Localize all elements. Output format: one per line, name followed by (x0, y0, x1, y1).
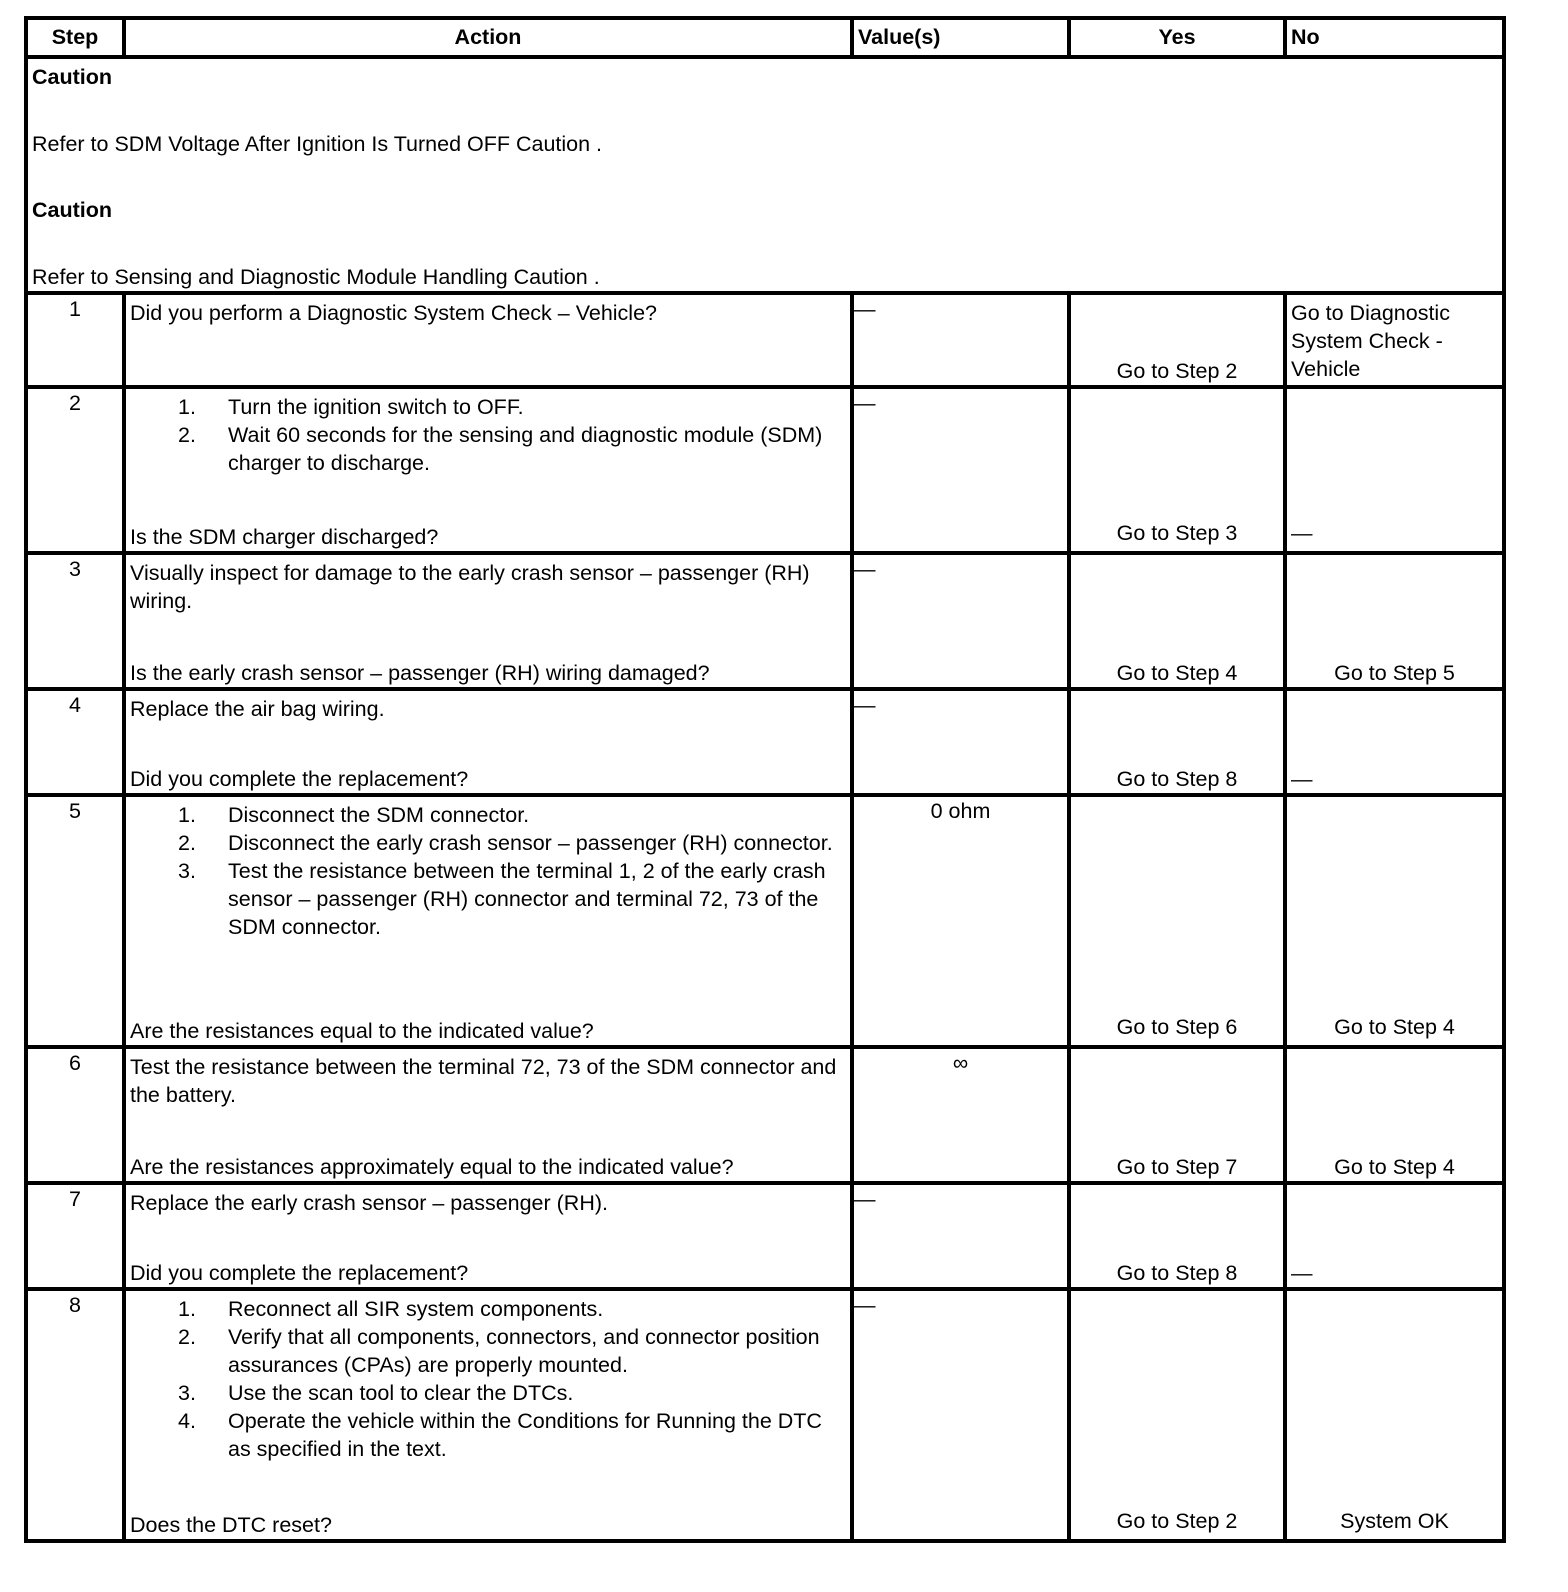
step-number: 7 (26, 1183, 124, 1289)
table-row (26, 795, 1504, 1047)
no-cell (1285, 293, 1504, 387)
list-item-number: 3. (178, 859, 196, 883)
list-item-text: Reconnect all SIR system components. (228, 1297, 604, 1321)
no-link: — (1291, 521, 1313, 545)
list-item-number: 1. (178, 803, 196, 827)
list-item-number: 2. (178, 423, 196, 447)
action-cell (124, 387, 852, 553)
no-link: — (1291, 767, 1313, 791)
action-text: Replace the early crash sensor – passenger (RH). (130, 1191, 608, 1215)
table-row (26, 553, 1504, 689)
action-content (126, 1185, 850, 1287)
yes-link: Go to Step 2 (1116, 359, 1238, 383)
yes-cell (1069, 387, 1285, 553)
list-item (130, 829, 846, 857)
list-item-text: Turn the ignition switch to OFF. (228, 395, 524, 419)
action-question: Are the resistances approximately equal to the indicated value? (130, 1155, 734, 1179)
action-content (126, 1049, 850, 1181)
yes-link: Go to Step 8 (1116, 1261, 1238, 1285)
yes-cell (1069, 1183, 1285, 1289)
table-row (26, 1289, 1504, 1541)
list-item-text: Wait 60 seconds for the sensing and diagnostic module (SDM) charger to discharge. (228, 423, 823, 475)
value-cell: — (852, 553, 1069, 689)
action-text: Visually inspect for damage to the early crash sensor – passenger (RH) wiring. (130, 561, 810, 613)
action-content (126, 295, 850, 385)
no-link: Go to Step 4 (1334, 1015, 1455, 1039)
list-item-text: Verify that all components, connectors, and connector position assurances (CPAs) are properly mounted. (228, 1325, 820, 1377)
caution-row (26, 57, 1504, 293)
value-cell: — (852, 689, 1069, 795)
no-link: Go to Step 4 (1334, 1155, 1455, 1179)
yes-cell (1069, 1289, 1285, 1541)
table-row (26, 1183, 1504, 1289)
value-cell: ∞ (852, 1047, 1069, 1183)
header-row (26, 18, 1504, 57)
list-item-text: Test the resistance between the terminal 1, 2 of the early crash sensor – passenger (RH) connector and terminal 72, 73 of the SDM connector. (228, 859, 826, 939)
action-question: Did you complete the replacement? (130, 767, 469, 791)
action-question: Does the DTC reset? (130, 1513, 332, 1537)
action-question: Is the early crash sensor – passenger (RH) wiring damaged? (130, 661, 710, 685)
action-list (130, 1295, 846, 1463)
caution-title: Caution (32, 198, 113, 222)
step-number: 6 (26, 1047, 124, 1183)
step-number: 4 (26, 689, 124, 795)
list-item-text: Disconnect the SDM connector. (228, 803, 530, 827)
header-values: Value(s) (852, 18, 1069, 57)
no-link: System OK (1340, 1509, 1449, 1533)
list-item (130, 857, 846, 941)
value-cell: 0 ohm (852, 795, 1069, 1047)
caution-text: Refer to Sensing and Diagnostic Module Handling Caution . (32, 265, 600, 289)
no-cell (1285, 387, 1504, 553)
caution-title: Caution (32, 65, 113, 89)
no-cell (1285, 1289, 1504, 1541)
value-cell: — (852, 387, 1069, 553)
header-yes: Yes (1069, 18, 1285, 57)
value-cell: — (852, 293, 1069, 387)
list-item-text: Operate the vehicle within the Conditions for Running the DTC as specified in the text. (228, 1409, 822, 1461)
list-item (130, 1379, 846, 1407)
yes-cell (1069, 689, 1285, 795)
caution-block (28, 59, 1502, 291)
yes-link: Go to Step 7 (1116, 1155, 1238, 1179)
list-item (130, 421, 846, 477)
action-content (126, 691, 850, 793)
step-number: 2 (26, 387, 124, 553)
yes-link: Go to Step 4 (1116, 661, 1238, 685)
action-content (126, 555, 850, 687)
no-cell (1285, 1047, 1504, 1183)
list-item-text: Disconnect the early crash sensor – passenger (RH) connector. (228, 831, 833, 855)
no-link: — (1291, 1261, 1313, 1285)
action-text: Did you perform a Diagnostic System Check – Vehicle? (130, 301, 657, 325)
list-item (130, 393, 846, 421)
yes-cell (1069, 293, 1285, 387)
caution-text: Refer to SDM Voltage After Ignition Is Turned OFF Caution . (32, 132, 603, 156)
no-cell (1285, 795, 1504, 1047)
action-list (130, 801, 846, 941)
action-cell (124, 689, 852, 795)
list-item (130, 1323, 846, 1379)
yes-link: Go to Step 3 (1116, 521, 1238, 545)
step-number: 8 (26, 1289, 124, 1541)
list-item (130, 1407, 846, 1463)
action-cell (124, 553, 852, 689)
table-row (26, 689, 1504, 795)
yes-cell (1069, 1047, 1285, 1183)
yes-link: Go to Step 8 (1116, 767, 1238, 791)
list-item-number: 2. (178, 1325, 196, 1349)
action-content (126, 1295, 850, 1539)
action-cell (124, 1183, 852, 1289)
header-no: No (1285, 18, 1504, 57)
action-content (126, 393, 850, 551)
list-item-number: 1. (178, 1297, 196, 1321)
table-row (26, 387, 1504, 553)
step-number: 1 (26, 293, 124, 387)
value-cell: — (852, 1183, 1069, 1289)
yes-link: Go to Step 2 (1116, 1509, 1238, 1533)
value-cell: — (852, 1289, 1069, 1541)
action-content (126, 801, 850, 1045)
action-list (130, 393, 846, 477)
header-action: Action (124, 18, 852, 57)
action-question: Did you complete the replacement? (130, 1261, 469, 1285)
no-link: Go to Diagnostic System Check - Vehicle (1291, 301, 1450, 381)
yes-cell (1069, 553, 1285, 689)
no-link: Go to Step 5 (1334, 661, 1455, 685)
list-item-number: 3. (178, 1381, 196, 1405)
table-row (26, 1047, 1504, 1183)
action-cell (124, 1047, 852, 1183)
list-item-text: Use the scan tool to clear the DTCs. (228, 1381, 574, 1405)
diagnostic-table (24, 16, 1506, 1543)
list-item-number: 2. (178, 831, 196, 855)
list-item-number: 1. (178, 395, 196, 419)
no-cell (1285, 689, 1504, 795)
step-number: 3 (26, 553, 124, 689)
list-item-number: 4. (178, 1409, 196, 1433)
yes-cell (1069, 795, 1285, 1047)
no-cell (1285, 553, 1504, 689)
action-question: Is the SDM charger discharged? (130, 525, 439, 549)
table-row (26, 293, 1504, 387)
list-item (130, 1295, 846, 1323)
no-cell (1285, 1183, 1504, 1289)
action-cell (124, 795, 852, 1047)
action-text: Test the resistance between the terminal 72, 73 of the SDM connector and the battery. (130, 1055, 837, 1107)
action-question: Are the resistances equal to the indicated value? (130, 1019, 594, 1043)
action-cell (124, 293, 852, 387)
action-text: Replace the air bag wiring. (130, 697, 385, 721)
header-step: Step (26, 18, 124, 57)
step-number: 5 (26, 795, 124, 1047)
action-cell (124, 1289, 852, 1541)
yes-link: Go to Step 6 (1116, 1015, 1238, 1039)
list-item (130, 801, 846, 829)
